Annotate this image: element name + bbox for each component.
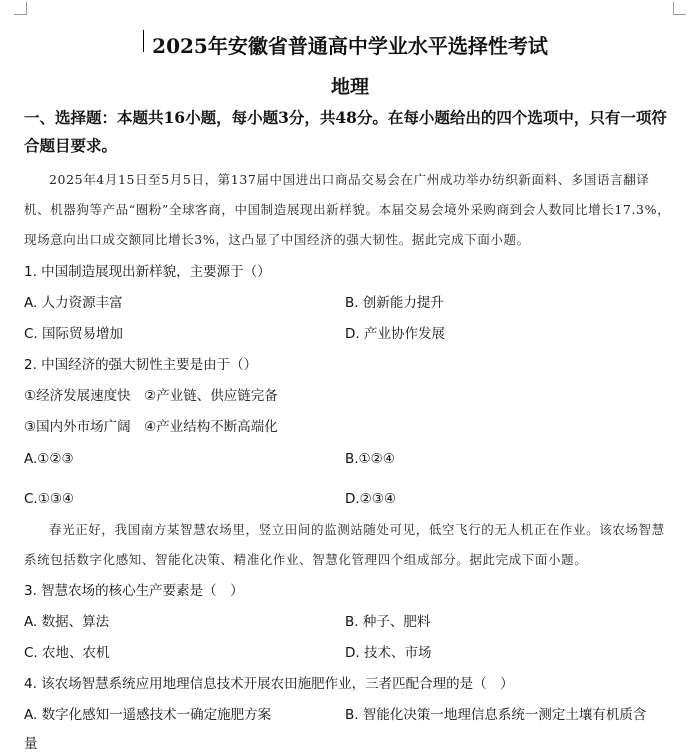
question-3-option-b: B. 种子、肥料 (345, 614, 431, 630)
question-4-option-b: B. 智能化决策一地理信息系统一测定土壤有机质含 (345, 707, 647, 723)
question-1-option-b: B. 创新能力提升 (345, 295, 444, 311)
page-corner-mark (673, 2, 686, 15)
question-1-option-c: C. 国际贸易增加 (24, 326, 124, 342)
subject-title: 地理 (330, 76, 369, 98)
question-4-stem: 4. 该农场智慧系统应用地理信息技术开展农田施肥作业，三者匹配合理的是（ ） (24, 676, 514, 692)
section-header: 一、选择题：本题共16小题，每小题3分，共48分。在每小题给出的四个选项中，只有一项符合题目要求。 (24, 108, 667, 155)
question-2-items-1: ①经济发展速度快 ②产业链、供应链完备 (24, 388, 278, 404)
question-2-option-d: D.②③④ (345, 491, 396, 507)
question-3-option-d: D. 技术、市场 (345, 645, 432, 661)
question-2-option-a: A.①②③ (24, 451, 74, 467)
question-2-stem: 2. 中国经济的强大韧性主要是由于（） (24, 357, 258, 373)
question-1-option-a: A. 人力资源丰富 (24, 295, 123, 311)
page-corner-mark (14, 2, 27, 15)
question-4-option-b-wrap: 量 (24, 736, 38, 752)
question-2-option-c: C.①③④ (24, 491, 75, 507)
passage-2: 春光正好，我国南方某智慧农场里，竖立田间的监测站随处可见，低空飞行的无人机正在作业。该农场智慧系统包括数字化感知、智能化决策、精准化作业、智慧化管理四个组成部分。据此完成下面小题。 (24, 522, 665, 567)
question-3-option-c: C. 农地、农机 (24, 645, 110, 661)
question-1-stem: 1. 中国制造展现出新样貌，主要源于（） (24, 264, 271, 280)
passage-1: 2025年4月15日至5月5日，第137届中国进出口商品交易会在广州成功举办纺织新面料、多国语言翻译机、机器狗等产品“圈粉”全球客商，中国制造展现出新样貌。本届交易会境外采购商到会人数同比增长17.3%，现场意向出口成交额同比增长3%，这凸显了中国经济的强大韧性。据此完成下面小题。 (24, 172, 671, 247)
question-1-option-d: D. 产业协作发展 (345, 326, 445, 342)
question-3-option-a: A. 数据、算法 (24, 614, 110, 630)
question-2-items-2: ③国内外市场广阔 ④产业结构不断高端化 (24, 419, 278, 435)
document-title: 2025年安徽省普通高中学业水平选择性考试 (152, 34, 548, 58)
question-4-option-a: A. 数字化感知一遥感技术一确定施肥方案 (24, 707, 272, 723)
question-3-stem: 3. 智慧农场的核心生产要素是（ ） (24, 583, 244, 599)
question-2-option-b: B.①②④ (345, 451, 395, 467)
